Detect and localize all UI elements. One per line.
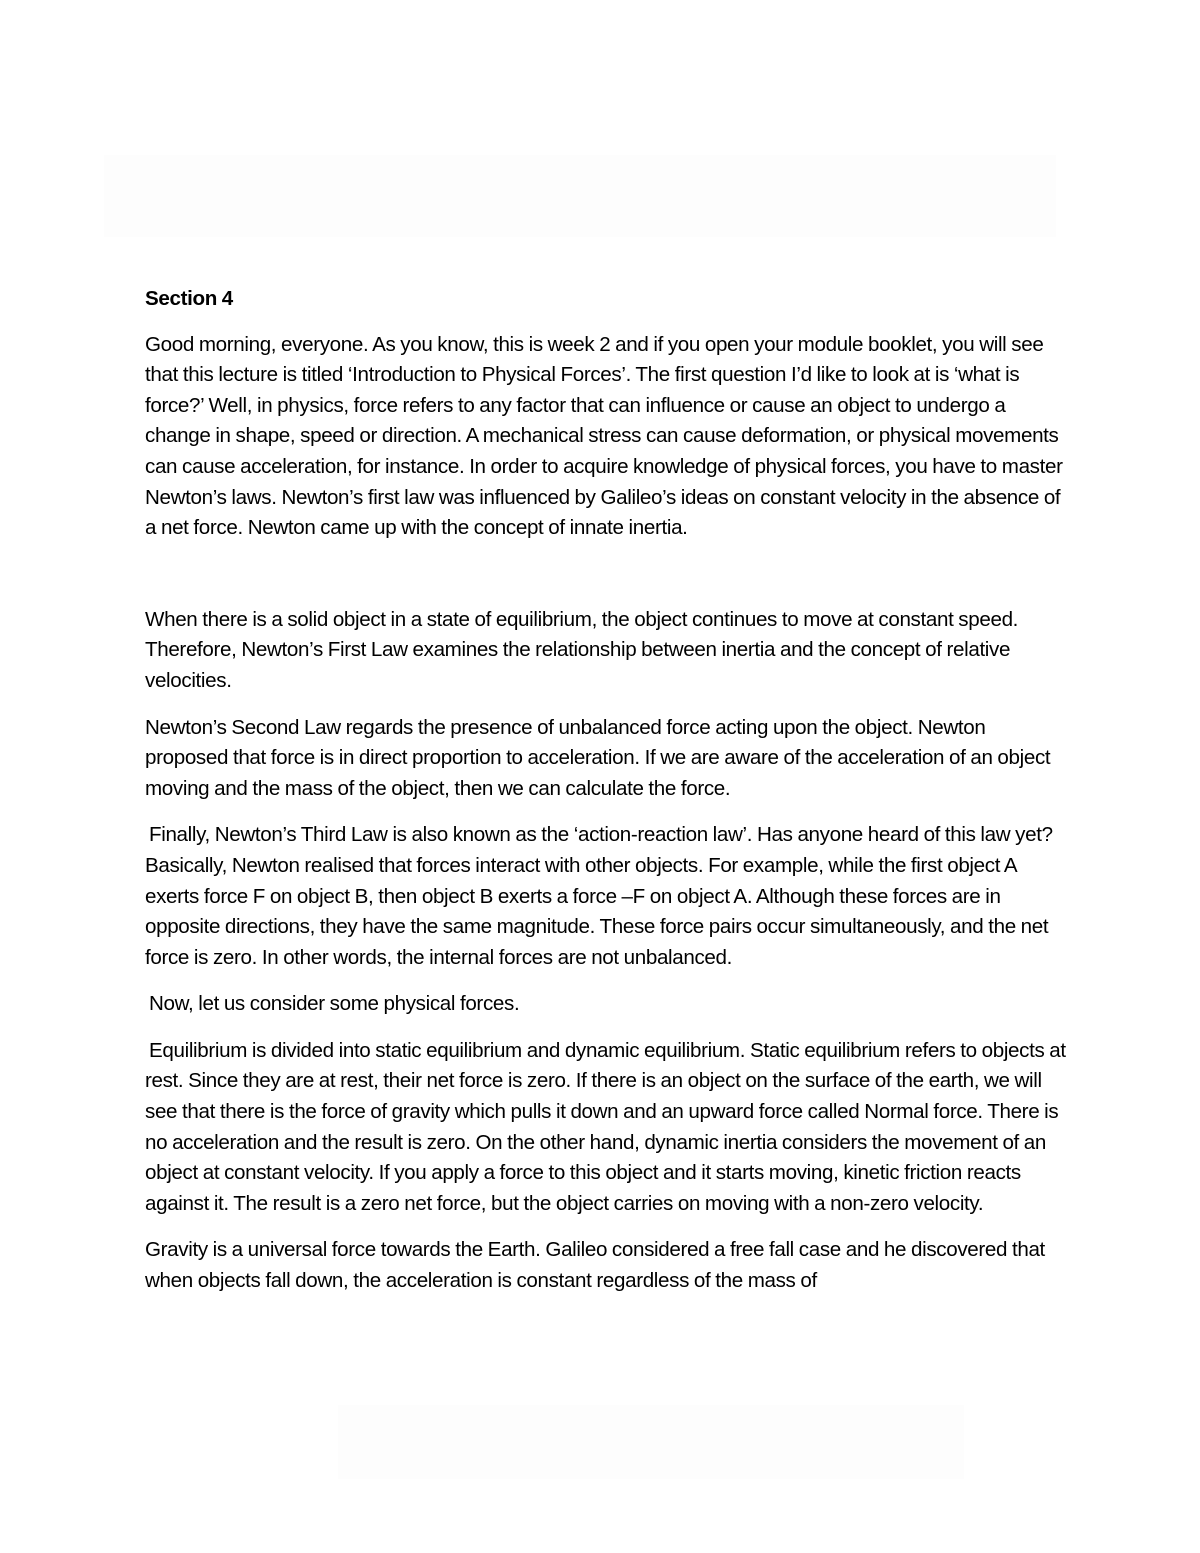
section-title: Section 4: [145, 287, 233, 310]
paragraph-physical-forces: Now, let us consider some physical forces.: [149, 992, 520, 1016]
header-region: [104, 155, 1056, 237]
paragraph-first-law: When there is a solid object in a state of equilibrium, the object continues to move at constant speed. Therefore, Newton’s First Law examines the relationship between inertia and the concept of relative velocities.: [145, 607, 1019, 692]
document-body: [145, 284, 1070, 1313]
paragraph-gravity: Gravity is a universal force towards the Earth. Galileo considered a free fall case and he discovered that when objects fall down, the acceleration is constant regardless of the mass of: [145, 1238, 1045, 1293]
paragraph-introduction: Good morning, everyone. As you know, this is week 2 and if you open your module booklet, you will see that this lecture is titled ‘Introduction to Physical Forces’. The first question I’d like to look at is ‘what is force?’ Well, in physics, force refers to any factor that can influence or cause an object to undergo a change in shape, speed or direction. A mechanical stress can cause deformation, or physical movements can cause acceleration, for instance. In order to acquire knowledge of physical forces, you have to master Newton’s laws. Newton’s first law was influenced by Galileo’s ideas on constant velocity in the absence of a net force. Newton came up with the concept of innate inertia.: [145, 332, 1063, 540]
paragraph-equilibrium: Equilibrium is divided into static equilibrium and dynamic equilibrium. Static equilibrium refers to objects at rest. Since they are at rest, their net force is zero. If there is an object on the surface of the earth, we will see that there is the force of gravity which pulls it down and an upward force called Normal force. There is no acceleration and the result is zero. On the other hand, dynamic inertia considers the movement of an object at constant velocity. If you apply a force to this object and it starts moving, kinetic friction reacts against it. The result is a zero net force, but the object carries on moving with a non-zero velocity.: [145, 1038, 1066, 1215]
paragraph-second-law: Newton’s Second Law regards the presence of unbalanced force acting upon the object. Newton proposed that force is in direct proportion to acceleration. If we are aware of the acceleration of an object moving and the mass of the object, then we can calculate the force.: [145, 715, 1051, 800]
footer-region: [338, 1405, 964, 1479]
paragraph-third-law: Finally, Newton’s Third Law is also known as the ‘action-reaction law’. Has anyone heard of this law yet? Basically, Newton realised that forces interact with other objects. For example, while the first object A exerts force F on object B, then object B exerts a force –F on object A. Although these forces are in opposite directions, they have the same magnitude. These force pairs occur simultaneously, and the net force is zero. In other words, the internal forces are not unbalanced.: [145, 823, 1053, 969]
